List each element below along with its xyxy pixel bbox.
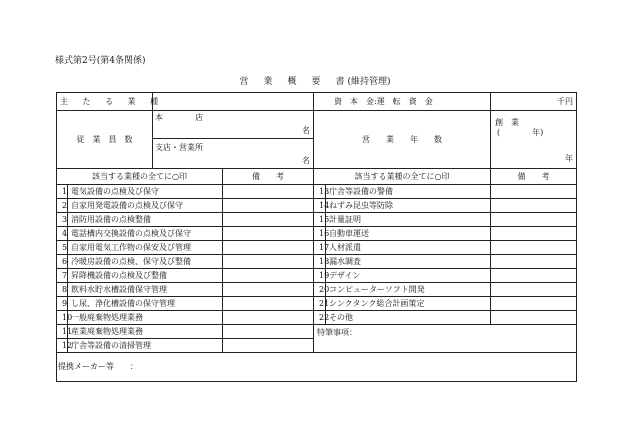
- item-remarks[interactable]: [491, 199, 577, 213]
- branch-label: 支店・営業所: [155, 143, 204, 152]
- item-remarks[interactable]: [223, 241, 314, 255]
- item-name[interactable]: 飲料水貯水槽設備保守管理: [68, 283, 223, 297]
- title-sub: (維持管理): [347, 77, 391, 87]
- item-remarks[interactable]: [223, 199, 314, 213]
- item-number: 11: [57, 325, 68, 339]
- item-number: 13: [314, 185, 326, 199]
- item-remarks[interactable]: [491, 255, 577, 269]
- list-row: [57, 185, 577, 199]
- head-office-cell[interactable]: [153, 111, 314, 139]
- right-remarks-header: 備 考: [491, 169, 577, 185]
- item-name[interactable]: 自家用電気工作物の保安及び管理: [68, 241, 223, 255]
- item-number: 1: [57, 185, 68, 199]
- item-name[interactable]: 人材派遣: [326, 241, 491, 255]
- founded-label: 創 業: [495, 118, 520, 127]
- item-name[interactable]: 自家用発電設備の点検及び保守: [68, 199, 223, 213]
- item-remarks[interactable]: [491, 311, 577, 325]
- document-title: [0, 74, 630, 87]
- item-name[interactable]: 消防用設備の点検整備: [68, 213, 223, 227]
- item-remarks[interactable]: [491, 297, 577, 311]
- item-number: 22: [314, 311, 326, 325]
- capital-unit: 千円: [491, 93, 577, 111]
- item-number: 7: [57, 269, 68, 283]
- branch-unit: 名: [302, 156, 311, 165]
- main-business-value[interactable]: [153, 93, 314, 111]
- item-number: 2: [57, 199, 68, 213]
- item-name[interactable]: その他: [326, 311, 491, 325]
- item-number: 9: [57, 297, 68, 311]
- list-row: [57, 227, 577, 241]
- item-number: 21: [314, 297, 326, 311]
- item-name[interactable]: 電話構内交換設備の点検及び保守: [68, 227, 223, 241]
- list-row: [57, 213, 577, 227]
- item-number: 14: [314, 199, 326, 213]
- head-office-unit: 名: [302, 126, 311, 135]
- item-name[interactable]: 漏水調査: [326, 255, 491, 269]
- item-remarks[interactable]: [223, 311, 314, 325]
- right-list-header: 該当する業種の全てに○印: [314, 169, 491, 185]
- branch-cell[interactable]: [153, 139, 314, 169]
- item-name[interactable]: ねずみ昆虫等防除: [326, 199, 491, 213]
- form-number: 様式第2号(第4条関係): [55, 56, 146, 66]
- item-name[interactable]: 庁舎等設備の警備: [326, 185, 491, 199]
- list-row: [57, 311, 577, 325]
- item-remarks[interactable]: [223, 227, 314, 241]
- item-remarks[interactable]: [223, 185, 314, 199]
- item-remarks[interactable]: [223, 255, 314, 269]
- business-overview-table: [56, 92, 577, 382]
- item-name[interactable]: 庁舎等設備の清掃管理: [68, 339, 223, 353]
- item-name[interactable]: コンピューターソフト開発: [326, 283, 491, 297]
- item-remarks[interactable]: [491, 213, 577, 227]
- item-number: 16: [314, 227, 326, 241]
- item-number: 20: [314, 283, 326, 297]
- capital-label: 資 本 金:運 転 資 金: [314, 93, 491, 111]
- item-number: 8: [57, 283, 68, 297]
- item-number: 15: [314, 213, 326, 227]
- item-remarks[interactable]: [223, 297, 314, 311]
- item-name[interactable]: 昇降機設備の点検及び整備: [68, 269, 223, 283]
- item-number: 10: [57, 311, 68, 325]
- item-name[interactable]: 自動車運送: [326, 227, 491, 241]
- partner-makers-cell[interactable]: [57, 353, 577, 382]
- item-number: 17: [314, 241, 326, 255]
- item-name[interactable]: し尿、浄化槽設備の保守管理: [68, 297, 223, 311]
- list-row: [57, 325, 577, 339]
- item-name[interactable]: 電気設備の点検及び保守: [68, 185, 223, 199]
- main-business-label: 主 た る 業 種: [57, 93, 153, 111]
- item-number: 6: [57, 255, 68, 269]
- head-office-label: 本 店: [155, 113, 204, 122]
- item-number: 5: [57, 241, 68, 255]
- founded-cell[interactable]: [491, 111, 577, 169]
- item-number: 4: [57, 227, 68, 241]
- item-remarks[interactable]: [491, 283, 577, 297]
- employees-label: 従 業 員 数: [57, 111, 153, 169]
- list-row: [57, 283, 577, 297]
- item-name[interactable]: 産業廃棄物処理業務: [68, 325, 223, 339]
- partner-makers-label: 提携メーカー等 ：: [58, 362, 138, 371]
- item-name[interactable]: 計量証明: [326, 213, 491, 227]
- title-main: 営 業 概 要 書: [239, 77, 348, 87]
- item-remarks[interactable]: [223, 283, 314, 297]
- special-notes-cell[interactable]: [314, 325, 577, 353]
- item-name[interactable]: 一般廃棄物処理業務: [68, 311, 223, 325]
- founded-year-unit: 年: [565, 154, 574, 163]
- list-row: [57, 241, 577, 255]
- item-remarks[interactable]: [223, 339, 314, 353]
- special-notes-label: 特筆事項：: [317, 328, 358, 337]
- item-remarks[interactable]: [491, 269, 577, 283]
- item-remarks[interactable]: [223, 325, 314, 339]
- founded-paren: ( 年): [497, 128, 544, 137]
- list-row: [57, 199, 577, 213]
- list-row: [57, 297, 577, 311]
- years-label: 営 業 年 数: [314, 111, 491, 169]
- list-row: [57, 255, 577, 269]
- item-name[interactable]: 冷暖房設備の点検、保守及び整備: [68, 255, 223, 269]
- item-number: 19: [314, 269, 326, 283]
- item-number: 18: [314, 255, 326, 269]
- item-remarks[interactable]: [491, 241, 577, 255]
- item-number: 12: [57, 339, 68, 353]
- item-name[interactable]: シンクタンク総合計画策定: [326, 297, 491, 311]
- item-remarks[interactable]: [491, 185, 577, 199]
- item-number: 3: [57, 213, 68, 227]
- item-remarks[interactable]: [491, 227, 577, 241]
- list-row: [57, 269, 577, 283]
- item-remarks[interactable]: [223, 213, 314, 227]
- left-remarks-header: 備 考: [223, 169, 314, 185]
- item-name[interactable]: デザイン: [326, 269, 491, 283]
- left-list-header: 該当する業種の全てに○印: [57, 169, 223, 185]
- item-remarks[interactable]: [223, 269, 314, 283]
